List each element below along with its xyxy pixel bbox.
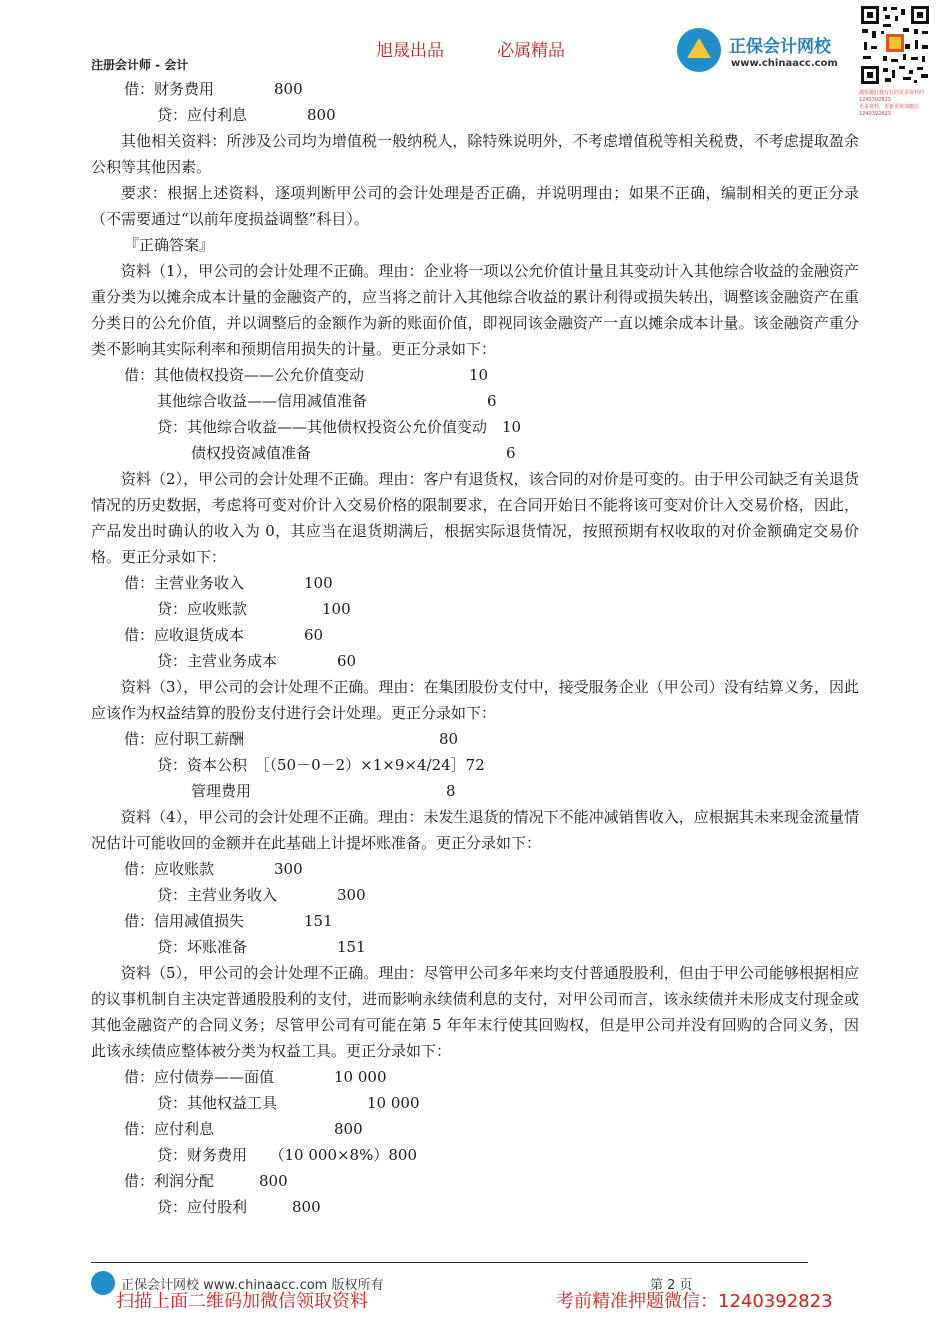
journal-entry-line: 贷：应付股利 800 (157, 1198, 321, 1216)
journal-entry-line: 借：应收退货成本 60 (124, 626, 324, 644)
logo-mark-icon (677, 28, 721, 72)
slogan-right: 必属精品 (497, 41, 565, 61)
footer-promo-left: 扫描上面二维码加微信领取资料 (116, 1291, 368, 1312)
slogan-left: 旭晟出品 (376, 41, 444, 61)
qr-caption-line-2: 更多资料，更新更快加微信 1240392823 (859, 104, 920, 117)
paragraph-material-2: 资料（2），甲公司的会计处理不正确。理由：客户有退货权，该合同的对价是可变的。由于甲公司缺乏有关退货情况的历史数据，考虑将可变对价计入交易价格的限制要求，在合同开始日不能将该可变对价计入交易价格，因此，产品发出时确认的收入为 0，其应当在退货期满后，根据实际退货情况，按照预期有权收取的对价金额确定交易价格。更正分录如下： (91, 470, 859, 566)
chinaacc-logo[interactable] (677, 22, 857, 78)
footer-copyright: 正保会计网校 www.chinaacc.com 版权所有 (121, 1278, 384, 1293)
journal-entry-line: 债权投资减值准备 6 (191, 444, 516, 462)
paragraph-requirement: 要求：根据上述资料，逐项判断甲公司的会计处理是否正确，并说明理由；如果不正确，编制相关的更正分录（不需要通过“以前年度损益调整”科目）。 (91, 184, 859, 228)
paragraph-material-4: 资料（4），甲公司的会计处理不正确。理由：未发生退货的情况下不能冲减销售收入，应根据其未来现金流量情况估计可能收回的金额并在此基础上计提坏账准备。更正分录如下： (91, 808, 859, 852)
qr-caption (859, 90, 939, 118)
journal-entry-line: 贷：财务费用 （10 000×8%）800 (157, 1146, 417, 1164)
paragraph-material-3: 资料（3），甲公司的会计处理不正确。理由：在集团股份支付中，接受服务企业（甲公司）没有结算义务，因此应该作为权益结算的股份支付进行会计处理。更正分录如下： (91, 678, 859, 722)
paragraph-material-5: 资料（5），甲公司的会计处理不正确。理由：尽管甲公司多年来均支付普通股股利，但由于甲公司能够根据相应的议事机制自主决定普通股股利的支付，进而影响永续债利息的支付，对甲公司而言，该永续债并未形成支付现金或其他金融资产的合同义务；尽管甲公司有可能在第 5 年年末行使其回购权，但是甲公司并没有回购的合同义务，因此该永续债应整体被分类为权益工具。更正分录如下： (91, 964, 859, 1060)
logo-name: 正保会计网校 (729, 37, 831, 57)
footer-divider (91, 1262, 808, 1263)
course-title: 注册会计师 - 会计 (91, 58, 189, 72)
footer-logo-icon (91, 1271, 115, 1295)
journal-entry-line: 贷：主营业务成本 60 (157, 652, 357, 670)
journal-entry-line: 贷：应收账款 100 (157, 600, 351, 618)
journal-entry-line: 借：利润分配 800 (124, 1172, 288, 1190)
wechat-qr-code-icon (859, 4, 931, 86)
footer-promo-right: 考前精准押题微信：1240392823 (556, 1291, 833, 1312)
paragraph-other-info: 其他相关资料：所涉及公司均为增值税一般纳税人，除特殊说明外，不考虑增值税等相关税费，不考虑提取盈余公积等其他因素。 (91, 132, 859, 176)
journal-entry-line: 贷：主营业务收入 300 (157, 886, 366, 904)
entry-line: 贷：应付利息 800 (157, 106, 336, 124)
journal-entry-line: 借：信用减值损失 151 (124, 912, 333, 930)
journal-entry-line: 借：应付职工薪酬 80 (124, 730, 459, 748)
answer-heading: 『正确答案』 (124, 236, 215, 254)
journal-entry-line: 其他综合收益——信用减值准备 6 (157, 392, 497, 410)
journal-entry-line: 借：主营业务收入 100 (124, 574, 333, 592)
journal-entry-line: 管理费用 8 (191, 782, 456, 800)
paragraph-material-1: 资料（1），甲公司的会计处理不正确。理由：企业将一项以公允价值计量且其变动计入其他综合收益的金融资产重分类为以摊余成本计量的金融资产的，应当将之前计入其他综合收益的累计利得或损失转出，调整该金融资产在重分类日的公允价值，并以调整后的金额作为新的账面价值，即视同该金融资产一直以摊余成本计量。该金融资产重分类不影响其实际利率和预期信用损失的计量。更正分录如下： (91, 262, 859, 358)
journal-entry-line: 贷：其他综合收益——其他债权投资公允价值变动 10 (157, 418, 522, 436)
journal-entry-line: 贷：坏账准备 151 (157, 938, 366, 956)
journal-entry-line: 借：应收账款 300 (124, 860, 303, 878)
journal-entry-line: 借：应付利息 800 (124, 1120, 363, 1138)
logo-url: www.chinaacc.com (731, 58, 838, 69)
footer-page-number: 第 2 页 (650, 1278, 693, 1293)
entry-line: 借：财务费用 800 (124, 80, 303, 98)
journal-entry-line: 借：应付债券——面值 10 000 (124, 1068, 387, 1086)
journal-entry-line: 贷：资本公积 ［（50－0－2）×1×9×4/24］72 (157, 756, 485, 774)
journal-entry-line: 借：其他债权投资——公允价值变动 10 (124, 366, 489, 384)
qr-caption-line-1: 越快越好越有好的更多资料的 1240392823 (859, 90, 925, 103)
journal-entry-line: 贷：其他权益工具 10 000 (157, 1094, 420, 1112)
